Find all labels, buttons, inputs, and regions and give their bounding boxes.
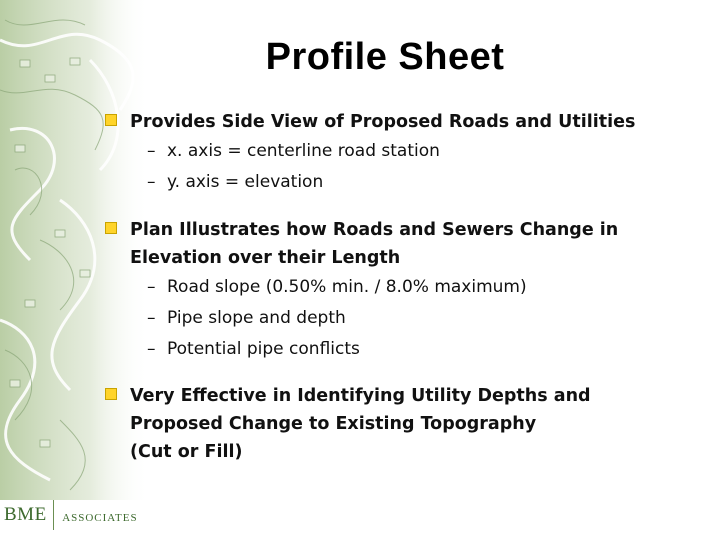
logo-divider [53,500,55,530]
square-bullet-icon [105,114,117,126]
bullet-text: Provides Side View of Proposed Roads and Utilities [130,112,636,132]
sub-item: – Pipe slope and depth [147,308,346,328]
bullet-plan-illustrates [105,216,685,365]
sub-item: – Potential pipe conflicts [147,339,360,359]
bullet-text: Plan Illustrates how Roads and Sewers Change in Elevation over their Length [130,220,619,268]
page-title: Profile Sheet [265,36,505,78]
company-logo [4,499,138,531]
logo-tagline: ASSOCIATES [62,512,138,524]
logo-name: BME [4,504,47,525]
sub-item: – x. axis = centerline road station [147,141,440,161]
sub-item: – y. axis = elevation [147,172,324,192]
square-bullet-icon [105,222,117,234]
bullet-very-effective [105,382,685,466]
square-bullet-icon [105,388,117,400]
bullet-side-view [105,108,685,198]
bullet-text: Very Effective in Identifying Utility Depths and Proposed Change to Existing Topography (Cut or Fill) [130,386,591,462]
sub-item: – Road slope (0.50% min. / 8.0% maximum) [147,277,527,297]
